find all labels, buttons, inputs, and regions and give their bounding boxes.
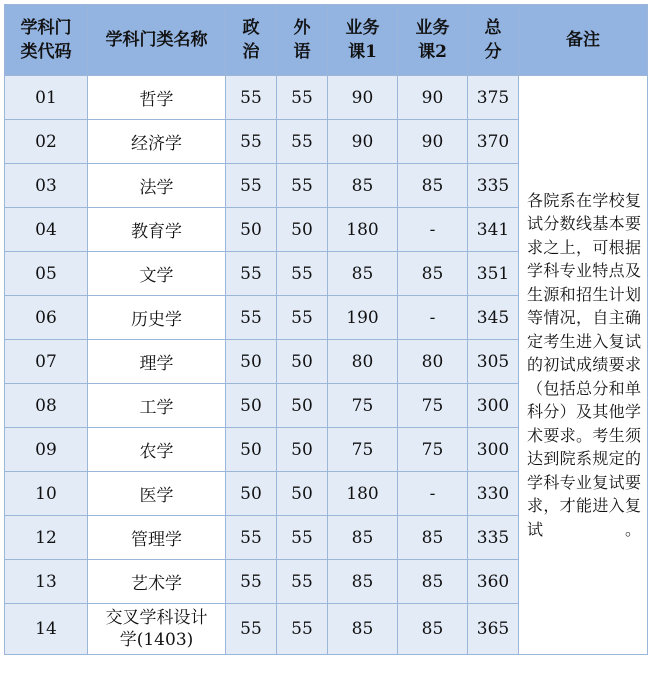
header-remark: 备注 — [519, 5, 648, 76]
cell-code: 02 — [5, 120, 88, 164]
header-politics: 政治 — [226, 5, 277, 76]
cell-code: 04 — [5, 208, 88, 252]
cell-foreign: 55 — [277, 604, 328, 655]
cell-name: 哲学 — [88, 76, 226, 120]
score-table — [4, 4, 648, 655]
cell-foreign: 55 — [277, 560, 328, 604]
cell-name: 理学 — [88, 340, 226, 384]
cell-course2: 85 — [398, 560, 468, 604]
cell-code: 05 — [5, 252, 88, 296]
cell-code: 07 — [5, 340, 88, 384]
cell-name: 工学 — [88, 384, 226, 428]
cell-course2: 85 — [398, 516, 468, 560]
cell-course2: 75 — [398, 384, 468, 428]
cell-foreign: 55 — [277, 516, 328, 560]
cell-name: 法学 — [88, 164, 226, 208]
cell-name: 经济学 — [88, 120, 226, 164]
cell-code: 06 — [5, 296, 88, 340]
cell-course1: 85 — [328, 252, 398, 296]
cell-foreign: 55 — [277, 252, 328, 296]
cell-course1: 180 — [328, 208, 398, 252]
cell-course1: 75 — [328, 384, 398, 428]
table-body — [5, 76, 648, 655]
cell-course1: 75 — [328, 428, 398, 472]
cell-total: 351 — [468, 252, 519, 296]
cell-course1: 80 — [328, 340, 398, 384]
cell-course1: 90 — [328, 76, 398, 120]
cell-politics: 50 — [226, 472, 277, 516]
cell-course2: 90 — [398, 76, 468, 120]
cell-foreign: 55 — [277, 296, 328, 340]
cell-total: 370 — [468, 120, 519, 164]
cell-course2: 80 — [398, 340, 468, 384]
cell-politics: 55 — [226, 252, 277, 296]
cell-foreign: 55 — [277, 120, 328, 164]
cell-course2: 85 — [398, 252, 468, 296]
cell-politics: 50 — [226, 208, 277, 252]
cell-total: 360 — [468, 560, 519, 604]
header-foreign: 外语 — [277, 5, 328, 76]
cell-total: 345 — [468, 296, 519, 340]
cell-foreign: 55 — [277, 164, 328, 208]
cell-course1: 85 — [328, 164, 398, 208]
cell-course2: 90 — [398, 120, 468, 164]
cell-code: 13 — [5, 560, 88, 604]
cell-name: 艺术学 — [88, 560, 226, 604]
cell-course2: - — [398, 296, 468, 340]
cell-total: 335 — [468, 516, 519, 560]
cell-course1: 85 — [328, 516, 398, 560]
cell-code: 14 — [5, 604, 88, 655]
cell-politics: 55 — [226, 560, 277, 604]
cell-total: 365 — [468, 604, 519, 655]
cell-foreign: 50 — [277, 384, 328, 428]
cell-total: 305 — [468, 340, 519, 384]
cell-foreign: 55 — [277, 76, 328, 120]
cell-code: 03 — [5, 164, 88, 208]
cell-code: 09 — [5, 428, 88, 472]
cell-politics: 50 — [226, 384, 277, 428]
table-row — [5, 76, 648, 120]
cell-politics: 55 — [226, 516, 277, 560]
cell-course1: 190 — [328, 296, 398, 340]
header-code: 学科门类代码 — [5, 5, 88, 76]
cell-total: 341 — [468, 208, 519, 252]
cell-politics: 55 — [226, 296, 277, 340]
cell-name: 管理学 — [88, 516, 226, 560]
cell-course2: 85 — [398, 604, 468, 655]
cell-name: 文学 — [88, 252, 226, 296]
cell-code: 08 — [5, 384, 88, 428]
cell-foreign: 50 — [277, 208, 328, 252]
header-name: 学科门类名称 — [88, 5, 226, 76]
cell-politics: 55 — [226, 604, 277, 655]
cell-name: 农学 — [88, 428, 226, 472]
cell-foreign: 50 — [277, 428, 328, 472]
cell-foreign: 50 — [277, 472, 328, 516]
cell-politics: 55 — [226, 76, 277, 120]
cell-name: 历史学 — [88, 296, 226, 340]
cell-course1: 90 — [328, 120, 398, 164]
cell-course2: 85 — [398, 164, 468, 208]
remark-cell — [519, 76, 648, 655]
cell-total: 335 — [468, 164, 519, 208]
cell-code: 12 — [5, 516, 88, 560]
cell-politics: 55 — [226, 164, 277, 208]
header-course1: 业务课1 — [328, 5, 398, 76]
header-row — [5, 5, 648, 76]
cell-politics: 50 — [226, 428, 277, 472]
cell-total: 330 — [468, 472, 519, 516]
cell-name: 交叉学科设计学(1403) — [88, 604, 226, 655]
cell-course1: 85 — [328, 560, 398, 604]
cell-politics: 55 — [226, 120, 277, 164]
cell-total: 300 — [468, 428, 519, 472]
cell-code: 01 — [5, 76, 88, 120]
cell-course2: - — [398, 208, 468, 252]
cell-name: 教育学 — [88, 208, 226, 252]
cell-course1: 180 — [328, 472, 398, 516]
header-total: 总分 — [468, 5, 519, 76]
cell-course2: 75 — [398, 428, 468, 472]
cell-total: 300 — [468, 384, 519, 428]
cell-name: 医学 — [88, 472, 226, 516]
cell-course1: 85 — [328, 604, 398, 655]
cell-code: 10 — [5, 472, 88, 516]
header-course2: 业务课2 — [398, 5, 468, 76]
cell-total: 375 — [468, 76, 519, 120]
remark-text: 各院系在学校复试分数线基本要求之上，可根据学科专业特点及生源和招生计划等情况，自主确定考生进入复试的初试成绩要求（包括总分和单科分）及其他学术要求。考生须达到院系规定的学科专业复试要求，才能进入复试。 — [527, 190, 641, 539]
cell-course2: - — [398, 472, 468, 516]
cell-politics: 50 — [226, 340, 277, 384]
cell-foreign: 50 — [277, 340, 328, 384]
